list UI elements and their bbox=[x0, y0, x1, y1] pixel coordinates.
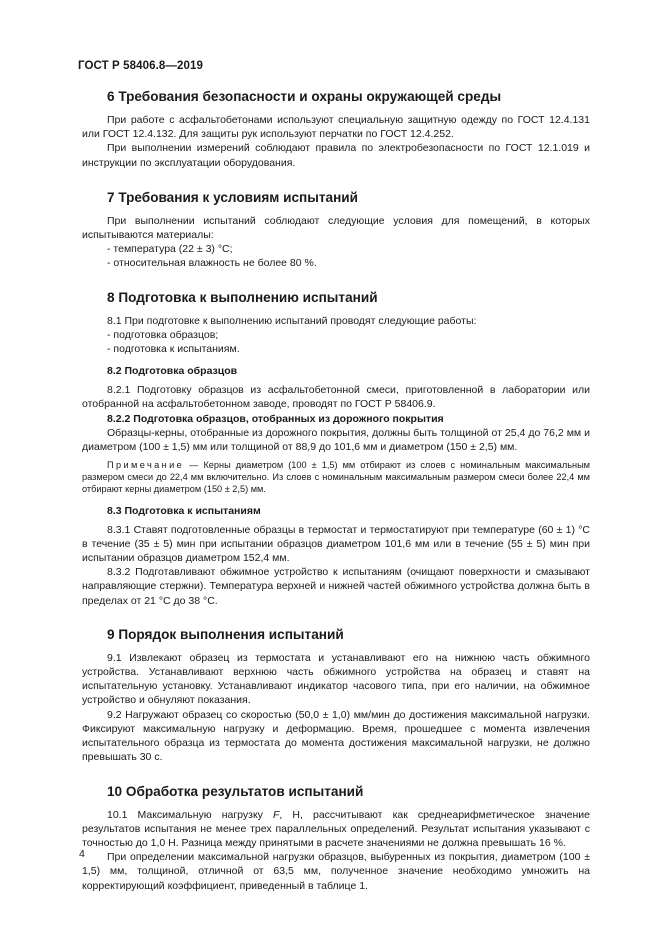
section-8-title: 8 Подготовка к выполнению испытаний bbox=[107, 289, 378, 305]
note-label: Примечание bbox=[107, 460, 185, 471]
section-8-paragraph-1: 8.1 При подготовке к выполнению испытаний проводят следующие работы: bbox=[107, 314, 477, 327]
paragraph-10-2: При определении максимальной нагрузки образцов, выбуренных из покрытия, диаметром (100 ± 1,5) мм, толщиной, отличной от 63,5 мм, полученное значение необходимо умножить на корректирующий коэффициент, приведенный в таблице 1. bbox=[82, 851, 590, 892]
subsection-8-2-2-title: 8.2.2 Подготовка образцов, отобранных из дорожного покрытия bbox=[107, 412, 444, 425]
document-header: ГОСТ Р 58406.8—2019 bbox=[78, 60, 203, 72]
paragraph-9-1: 9.1 Извлекают образец из термостата и устанавливают его на нижнюю часть обжимного устройства. Устанавливают верхнюю часть обжимного устройства на образец и ставят на испытательную установку. Устанавливают индикатор часового типа, при его наличии, на обжимное устройство и обнуляют показания. bbox=[82, 651, 590, 707]
section-7-title: 7 Требования к условиям испытаний bbox=[107, 189, 358, 205]
section-6-title: 6 Требования безопасности и охраны окружающей среды bbox=[107, 89, 502, 104]
page-number: 4 bbox=[79, 848, 85, 860]
subsection-8-2-title: 8.2 Подготовка образцов bbox=[107, 365, 238, 378]
note-text: — Керны диаметром (100 ± 1,5) мм отбирают из слоев с номинальным максимальным размером смеси до 22,4 мм включительно. Из слоев с номинальным максимальным размером смеси более 22,4 мм отбирают керны диаметром (150 ± 2,5) мм. bbox=[82, 460, 590, 495]
paragraph-10-1-text: , Н, рассчитывают как среднеарифметическое значение результатов испытания не менее трех параллельных определений. Результат испытания указывают с точностью до 1,0 Н. Разница между принятыми в расчете значениями не должна превышать 16 %. bbox=[82, 808, 590, 849]
subsection-8-3-title: 8.3 Подготовка к испытаниям bbox=[107, 504, 261, 517]
paragraph-8-2-2: Образцы-керны, отобранные из дорожного покрытия, должны быть толщиной от 25,4 до 76,2 мм и диаметром (100 ± 1,5) мм или толщиной от 88,9 до 101,6 мм и диаметром (150 ± 2,5) мм. bbox=[82, 426, 590, 453]
paragraph-8-3-1: 8.3.1 Ставят подготовленные образцы в термостат и термостатируют при температуре (60 ± 1) °С в течение (35 ± 5) мин при испытании образцов диаметром 101,6 мм или в течение (55 ± 5) мин при испытании образцов диаметром 152,4 мм. bbox=[82, 523, 590, 565]
section-8-list-item: - подготовка к испытаниям. bbox=[107, 343, 240, 356]
paragraph-10-1 bbox=[82, 808, 590, 851]
paragraph-10-1-lead: 10.1 Максимальную нагрузку bbox=[107, 808, 273, 821]
section-7-paragraph-1: При выполнении испытаний соблюдают следующие условия для помещений, в которых испытываются материалы: bbox=[82, 214, 590, 242]
document-body bbox=[82, 88, 590, 893]
section-7-list-item: - температура (22 ± 3) °С; bbox=[107, 243, 233, 256]
section-10-title: 10 Обработка результатов испытаний bbox=[107, 783, 364, 799]
paragraph-8-3-2: 8.3.2 Подготавливают обжимное устройство к испытаниям (очищают поверхности и смазывают направляющие стержни). Температура верхней и нижней частей обжимного устройства должна быть в пределах от 21 °С до 38 °С. bbox=[82, 566, 590, 607]
section-6-paragraph-1: При работе с асфальтобетонами используют специальную защитную одежду по ГОСТ 12.4.131 или ГОСТ 12.4.132. Для защиты рук используют перчатки по ГОСТ 12.4.252. bbox=[82, 114, 590, 141]
paragraph-8-2-1: 8.2.1 Подготовку образцов из асфальтобетонной смеси, приготовленной в лаборатории или отобранной на асфальтобетонном заводе, проводят по ГОСТ Р 58406.9. bbox=[82, 384, 590, 411]
force-symbol: F bbox=[273, 808, 280, 821]
paragraph-9-2: 9.2 Нагружают образец со скоростью (50,0 ± 1,0) мм/мин до достижения максимальной нагрузки. Фиксируют максимальную нагрузку и деформацию. Время, прошедшее с момента извлечения испытательного образца из термостата до момента достижения максимальной нагрузки, не должно превышать 30 с. bbox=[82, 708, 590, 764]
section-9-title: 9 Порядок выполнения испытаний bbox=[107, 626, 344, 642]
section-8-list-item: - подготовка образцов; bbox=[107, 328, 219, 341]
section-6-paragraph-2: При выполнении измерений соблюдают правила по электробезопасности по ГОСТ 12.1.019 и инструкции по эксплуатации оборудования. bbox=[82, 142, 590, 169]
section-7-list-item: - относительная влажность не более 80 %. bbox=[107, 257, 317, 270]
note-paragraph bbox=[82, 459, 590, 496]
